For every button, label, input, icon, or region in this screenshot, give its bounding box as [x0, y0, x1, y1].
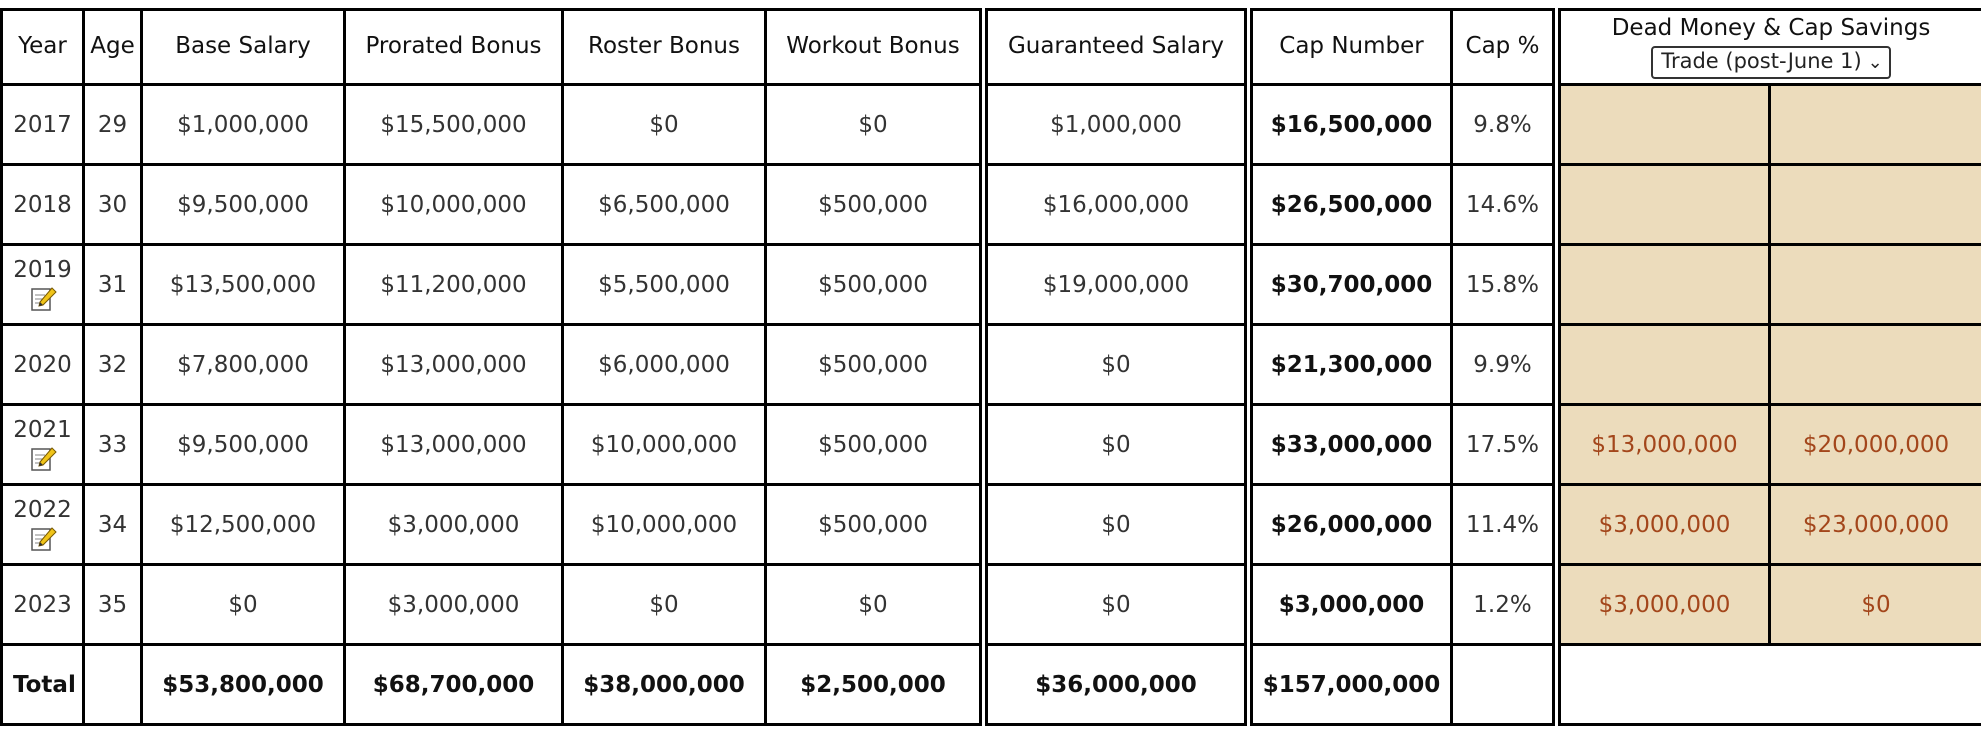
year-cell	[2, 325, 84, 405]
col-header-base-salary: Base Salary	[142, 10, 345, 85]
age-cell: 30	[84, 165, 142, 245]
base-salary-cell: $12,500,000	[142, 485, 345, 565]
roster-bonus-cell: $0	[563, 565, 766, 645]
dead-money-cell	[1557, 85, 1770, 165]
year-cell	[2, 165, 84, 245]
total-cap-number: $157,000,000	[1249, 645, 1452, 725]
base-salary-cell: $7,800,000	[142, 325, 345, 405]
prorated-bonus-cell: $13,000,000	[345, 405, 563, 485]
dead-money-scenario-select[interactable]	[1651, 46, 1891, 79]
year-cell	[2, 565, 84, 645]
dead-money-scenario-value: Trade (post-June 1)	[1661, 49, 1862, 74]
guaranteed-salary-cell: $16,000,000	[984, 165, 1249, 245]
prorated-bonus-cell: $3,000,000	[345, 485, 563, 565]
dead-money-cell	[1557, 245, 1770, 325]
col-header-cap-number: Cap Number	[1249, 10, 1452, 85]
cap-pct-cell: 17.5%	[1452, 405, 1557, 485]
total-workout-bonus: $2,500,000	[766, 645, 984, 725]
year-cell	[2, 405, 84, 485]
total-dead-savings	[1557, 645, 1981, 725]
workout-bonus-cell: $500,000	[766, 325, 984, 405]
col-header-cap-pct: Cap %	[1452, 10, 1557, 85]
total-label: Total	[2, 645, 84, 725]
guaranteed-salary-cell: $0	[984, 405, 1249, 485]
year-label: 2021	[13, 416, 72, 443]
cap-number-cell: $26,500,000	[1249, 165, 1452, 245]
cap-pct-cell: 14.6%	[1452, 165, 1557, 245]
col-header-dead-money	[1557, 10, 1981, 85]
roster-bonus-cell: $10,000,000	[563, 405, 766, 485]
roster-bonus-cell: $10,000,000	[563, 485, 766, 565]
prorated-bonus-cell: $3,000,000	[345, 565, 563, 645]
total-age	[84, 645, 142, 725]
base-salary-cell: $0	[142, 565, 345, 645]
base-salary-cell: $13,500,000	[142, 245, 345, 325]
table-row	[2, 485, 1981, 565]
cap-savings-cell	[1770, 325, 1981, 405]
cap-savings-cell: $20,000,000	[1770, 405, 1981, 485]
prorated-bonus-cell: $13,000,000	[345, 325, 563, 405]
table-row	[2, 405, 1981, 485]
roster-bonus-cell: $0	[563, 85, 766, 165]
workout-bonus-cell: $0	[766, 85, 984, 165]
table-row	[2, 165, 1981, 245]
totals-row	[2, 645, 1981, 725]
age-cell: 33	[84, 405, 142, 485]
workout-bonus-cell: $500,000	[766, 245, 984, 325]
age-cell: 35	[84, 565, 142, 645]
year-cell	[2, 485, 84, 565]
table-row	[2, 325, 1981, 405]
base-salary-cell: $1,000,000	[142, 85, 345, 165]
dead-money-cell: $13,000,000	[1557, 405, 1770, 485]
col-header-guaranteed-salary: Guaranteed Salary	[984, 10, 1249, 85]
col-header-roster-bonus: Roster Bonus	[563, 10, 766, 85]
cap-savings-cell: $0	[1770, 565, 1981, 645]
total-guaranteed-salary: $36,000,000	[984, 645, 1249, 725]
cap-pct-cell: 9.9%	[1452, 325, 1557, 405]
cap-number-cell: $3,000,000	[1249, 565, 1452, 645]
guaranteed-salary-cell: $1,000,000	[984, 85, 1249, 165]
year-label: 2019	[13, 256, 72, 283]
note-pencil-icon[interactable]	[29, 445, 57, 473]
dead-money-cell: $3,000,000	[1557, 485, 1770, 565]
cap-savings-cell	[1770, 165, 1981, 245]
workout-bonus-cell: $500,000	[766, 485, 984, 565]
year-label: 2018	[13, 191, 72, 218]
table-row	[2, 245, 1981, 325]
cap-pct-cell: 11.4%	[1452, 485, 1557, 565]
roster-bonus-cell: $6,500,000	[563, 165, 766, 245]
header-row	[2, 10, 1981, 85]
col-header-year: Year	[2, 10, 84, 85]
workout-bonus-cell: $500,000	[766, 165, 984, 245]
year-label: 2023	[13, 591, 72, 618]
contract-table	[0, 8, 1981, 726]
table-row	[2, 565, 1981, 645]
age-cell: 32	[84, 325, 142, 405]
year-label: 2017	[13, 111, 72, 138]
cap-pct-cell: 9.8%	[1452, 85, 1557, 165]
cap-number-cell: $16,500,000	[1249, 85, 1452, 165]
cap-pct-cell: 1.2%	[1452, 565, 1557, 645]
age-cell: 31	[84, 245, 142, 325]
workout-bonus-cell: $0	[766, 565, 984, 645]
cap-savings-cell	[1770, 85, 1981, 165]
roster-bonus-cell: $6,000,000	[563, 325, 766, 405]
age-cell: 29	[84, 85, 142, 165]
cap-savings-cell: $23,000,000	[1770, 485, 1981, 565]
col-header-age: Age	[84, 10, 142, 85]
total-prorated-bonus: $68,700,000	[345, 645, 563, 725]
prorated-bonus-cell: $15,500,000	[345, 85, 563, 165]
dead-money-title: Dead Money & Cap Savings	[1611, 14, 1931, 41]
chevron-down-icon: ⌄	[1867, 52, 1883, 74]
col-header-workout-bonus: Workout Bonus	[766, 10, 984, 85]
total-cap-pct	[1452, 645, 1557, 725]
guaranteed-salary-cell: $0	[984, 485, 1249, 565]
dead-money-cell	[1557, 165, 1770, 245]
dead-money-cell: $3,000,000	[1557, 565, 1770, 645]
prorated-bonus-cell: $10,000,000	[345, 165, 563, 245]
base-salary-cell: $9,500,000	[142, 165, 345, 245]
cap-pct-cell: 15.8%	[1452, 245, 1557, 325]
note-pencil-icon[interactable]	[29, 285, 57, 313]
col-header-prorated-bonus: Prorated Bonus	[345, 10, 563, 85]
note-pencil-icon[interactable]	[29, 525, 57, 553]
cap-number-cell: $21,300,000	[1249, 325, 1452, 405]
dead-money-cell	[1557, 325, 1770, 405]
roster-bonus-cell: $5,500,000	[563, 245, 766, 325]
guaranteed-salary-cell: $19,000,000	[984, 245, 1249, 325]
table-body	[2, 85, 1981, 645]
year-cell	[2, 85, 84, 165]
year-label: 2020	[13, 351, 72, 378]
guaranteed-salary-cell: $0	[984, 325, 1249, 405]
cap-number-cell: $30,700,000	[1249, 245, 1452, 325]
base-salary-cell: $9,500,000	[142, 405, 345, 485]
prorated-bonus-cell: $11,200,000	[345, 245, 563, 325]
year-label: 2022	[13, 496, 72, 523]
age-cell: 34	[84, 485, 142, 565]
table-row	[2, 85, 1981, 165]
workout-bonus-cell: $500,000	[766, 405, 984, 485]
cap-savings-cell	[1770, 245, 1981, 325]
cap-number-cell: $33,000,000	[1249, 405, 1452, 485]
total-roster-bonus: $38,000,000	[563, 645, 766, 725]
year-cell	[2, 245, 84, 325]
guaranteed-salary-cell: $0	[984, 565, 1249, 645]
cap-number-cell: $26,000,000	[1249, 485, 1452, 565]
total-base-salary: $53,800,000	[142, 645, 345, 725]
